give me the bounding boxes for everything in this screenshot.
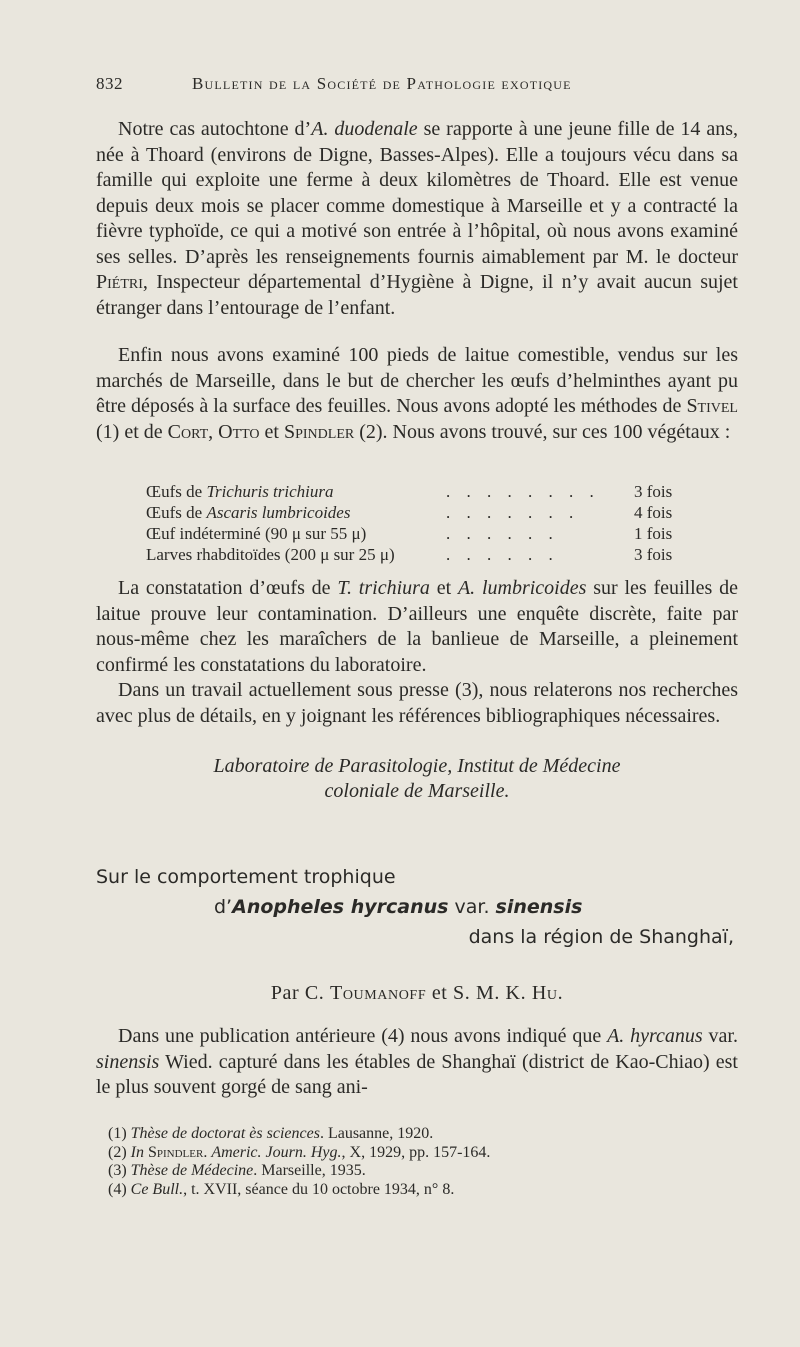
text-span: , X, 1929, pp. 157-164.: [341, 1143, 491, 1161]
list-item: [146, 544, 686, 565]
running-title: Bulletin de la Société de Pathologie exotique: [192, 74, 572, 93]
text-span: . Lausanne, 1920.: [319, 1125, 434, 1142]
author-name: Stivel: [686, 395, 738, 417]
list-item: [146, 502, 686, 523]
result-label: [146, 481, 334, 502]
text-span: var.: [702, 1025, 738, 1047]
text-span: Œufs de: [146, 503, 207, 522]
results-list: [146, 481, 686, 565]
author-name: Otto: [218, 420, 260, 443]
author-name: Toumanoff: [330, 982, 427, 1004]
text-span: .: [203, 1143, 212, 1161]
footnote-number: (1): [108, 1125, 131, 1142]
text-span: .: [557, 982, 564, 1004]
list-item: [146, 481, 686, 502]
result-count: 4 fois: [634, 503, 673, 522]
author-name: Piétri: [96, 271, 143, 293]
variety-name: sinensis: [495, 896, 583, 918]
text-span: (2). Nous avons trouvé, sur ces 100 végétaux :: [354, 420, 731, 443]
species-name: A. lumbricoides: [457, 577, 587, 599]
text-span: Dans une publication antérieure (4) nous avons indiqué que: [118, 1025, 608, 1047]
species-name: Trichuris trichiura: [206, 482, 334, 501]
author-name: Hu: [531, 982, 558, 1004]
citation-title: Thèse de Médecine: [130, 1162, 254, 1179]
species-name: T. trichiura: [337, 577, 430, 599]
leader-dots: . . . . . .: [446, 524, 559, 543]
title-line: [96, 892, 738, 922]
text-span: d’: [214, 896, 233, 918]
species-name: Ascaris lumbricoides: [206, 503, 351, 522]
text-span: Enfin nous avons examiné 100 pieds de laitue comestible, vendus sur les marchés de Marseille, dans le but de chercher les œufs d’helminthes ayant pu être déposés à la surface des feuilles. Nous avons adopté les méthodes de: [96, 344, 738, 417]
result-count: 1 fois: [634, 524, 673, 543]
species-name: Anopheles hyrcanus: [232, 896, 449, 918]
text-span: (1) et de: [96, 420, 168, 443]
affiliation-signature: [96, 754, 738, 804]
result-label: [146, 502, 350, 523]
footnote: [108, 1125, 738, 1144]
signature-line: coloniale de Marseille.: [324, 780, 510, 802]
text-span: et: [429, 577, 458, 599]
text-span: Par C.: [270, 982, 331, 1004]
article-byline: [96, 982, 738, 1005]
text-span: se rapporte à une jeune fille de 14 ans, née à Thoard (environs de Digne, Basses-Alpes). Elle a toujours vécu dans sa famille qui exploite une ferme à deux kilomètres de Thoard. Elle est venue depuis deux mois se placer comme domestique à Marseille et y a contracté la fièvre typhoïde, ce qui a motivé son entrée à l’hôpital, où nous avons examiné ses selles. D’après les renseignements fournis aimablement par M. le docteur: [96, 118, 739, 268]
text-span: Wied. capturé dans les étables de Shanghaï (district de Kao-Chiao) est le plus souvent gorgé de sang ani-: [96, 1050, 738, 1098]
text-span: , t. XVII, séance du 10 octobre 1934, n° 8.: [183, 1180, 455, 1198]
text-span: Œufs de: [146, 482, 207, 501]
title-line: dans la région de Shanghaï,: [468, 926, 734, 948]
text-span: . Marseille, 1935.: [253, 1162, 366, 1179]
leader-dots: . . . . . . .: [446, 503, 580, 522]
list-item: [146, 523, 686, 544]
species-name: A. duodenale: [311, 118, 418, 140]
text-span: ,: [208, 420, 219, 443]
text-paragraph: Dans un travail actuellement sous presse (3), nous relaterons nos recherches avec plus de détails, en y joignant les références bibliographiques nécessaires.: [96, 679, 738, 727]
paragraph-forthcoming-work: [96, 678, 738, 729]
paragraph-autochthonous-case: [96, 117, 738, 321]
author-name: Spindler: [283, 420, 355, 443]
text-span: et S. M. K.: [426, 982, 532, 1004]
footnote: [108, 1181, 738, 1200]
article-title: [96, 862, 738, 952]
text-span: , Inspecteur départemental d’Hygiène à Digne, il n’y avait aucun sujet étranger dans l’entourage de l’enfant.: [96, 271, 738, 319]
result-label: [146, 523, 366, 544]
result-count: 3 fois: [634, 482, 673, 501]
variety-name: sinensis: [96, 1050, 160, 1073]
page-number: 832: [96, 74, 123, 93]
paragraph-lettuce-study: [96, 343, 738, 445]
species-name: A. hyrcanus: [607, 1025, 703, 1047]
text-span: La constatation d’œufs de: [118, 577, 338, 599]
citation-title: Americ. Journ. Hyg.: [211, 1143, 342, 1161]
text-span: Notre cas autochtone d’: [118, 118, 312, 140]
result-label: [146, 544, 395, 565]
footnotes: [108, 1125, 738, 1199]
text-span: et: [259, 420, 284, 443]
footnote-number: (4): [108, 1180, 131, 1198]
footnote-number: (2): [108, 1143, 131, 1161]
citation-title: Ce Bull.: [130, 1180, 184, 1198]
text-span: sur les feuilles de laitue prouve leur contamination. D’ailleurs une enquête discrète, faite par nous-même chez les maraîchers de la banlieue de Marseille, a pleinement confirmé les constatations du laboratoire.: [96, 577, 738, 676]
author-name: Cort: [167, 420, 209, 443]
title-line: Sur le comportement trophique: [96, 866, 396, 888]
footnote: [108, 1162, 738, 1181]
footnote-number: (3): [108, 1162, 131, 1179]
text-span: var.: [448, 896, 496, 918]
text-span: Œuf indéterminé (90 μ sur 55 μ): [146, 524, 367, 543]
leader-dots: . . . . . .: [446, 545, 559, 564]
text-span: In: [130, 1143, 144, 1161]
paragraph-article-intro: [96, 1024, 738, 1101]
signature-line: Laboratoire de Parasitologie, Institut de Médecine: [213, 755, 621, 777]
text-span: Larves rhabditoïdes (200 μ sur 25 μ): [146, 545, 395, 564]
citation-title: Thèse de doctorat ès sciences: [130, 1125, 320, 1142]
result-count: 3 fois: [634, 545, 673, 564]
footnote: [108, 1144, 738, 1163]
author-name: Spindler: [143, 1143, 204, 1161]
paragraph-contamination: [96, 576, 738, 678]
leader-dots: . . . . . . . .: [446, 482, 600, 501]
